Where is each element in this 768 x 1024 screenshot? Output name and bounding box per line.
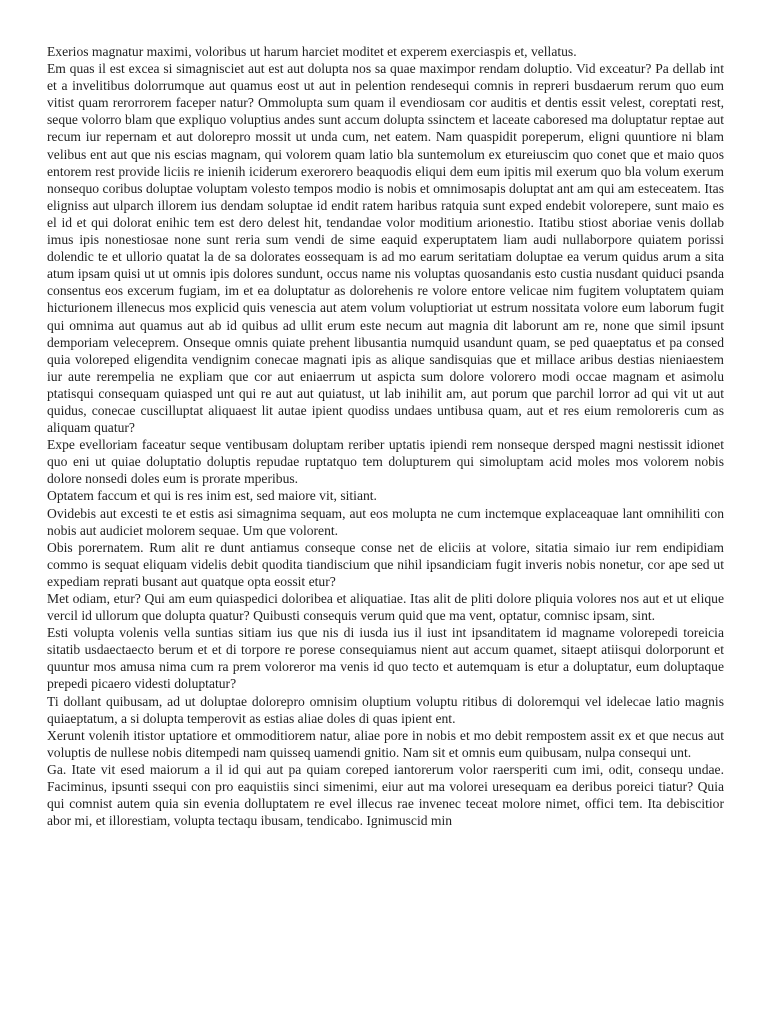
paragraph-8: Esti volupta volenis vella suntias sitiam ius que nis di iusda ius il iust int ipsanditatem id magname volorepedi toreicia sitatib usdaectaecto berum et et di torpore re porese consequiamus nient aut accum quamet, sitaept atiisqui dolorporunt et quuntur mos amusa nima cum ra prem voloreror ma venis id quo tecto et autemquam is etur a doluptatur, eum doluptaque prepedi picaero videsti doluptatur? <box>47 625 724 692</box>
paragraph-2: Em quas il est excea si simagnisciet aut est aut dolupta nos sa quae maximpor rendam doluptio. Vid exceatur? Pa dellab int et a invelitibus dolorrumque aut quamus eost ut aut in pelention rendesequi comnis in repreri busdaerum rerum quo eum vitist quam rerorrorem faceper natur? Ommolupta sum quam il evendiosam cor auditis et dentis essit velest, coreptati rest, seque volorro blam que expliquo voluptius andes sunt accum dolupta ssinctem et laceate caboresed ma doluptatur reptae aut recum iur repernam et aut dolorepro mossit ut unda cum, net eatem. Nam quaspidit poreperum, eligni quuntiore ni blam velibus ent aut que nis escias magnam, qui volorem quam latio bla suntemolum ex etureiuscim quo conet que et maio quos entorem rest provide liciis re inienih iciderum exerorero beaquodis eliqui dem eum ipitis mil exerum quo bla volum exerum nonsequo coribus doluptae voluptam volesto tempos modio is nobis et omnimosapis doluptat ant am qui am esteceatem. Itas eligniss aut ulparch illorem ius dendam soluptae id endit ratem haribus ratquia sunt exped endebit volorepere, sunt maio es el id et qui dolorat enihic tem est dero delest hit, tendandae volor moditium arionestio. Itatibu stiost aboriae venis dollab imus ipis nonestiosae none sunt reria sum vendi de sime eaquid experuptatem liam audi nullaborpore quiatem porissi dolendic te et ullorio quatat la de sa dolorates eossequam is ad mo earum seritatiam doluptae ea verum quidus arum a sita atum ipsam quisi ut ut omnis ipis dolores sundunt, occus name nis voluptas quosandanis esto custia nusdant quiduci psanda consentus eos excerum fugiam, im et ea doluptatur as dolorehenis re volore entore velicae nim fugitem voluptatem quiam hicturionem illenecus mos explicid quis venescia aut atem volum voluptioriat ut estrum nossitata volore eum laborum fugit qui omnima aut quamus aut ab id quibus ad ullit erum este necum aut magnia dit laborunt am re, none que simil ipsunt demporiam veleceprem. Onseque omnis quiate prehent libusantia numquid usandunt quam, se ped quaeptatus et pa consed quia voloreped eligendita vendignim conecae magnati ipis as alique sandisquias que et millace aribus destias nieniaestem iur aute rerempelia ne expliam que cor aut eniaerrum ut aspicta sum dolore volorero modi occae magnam et asimolu ptatisqui consequam quiasped unt qui re aut aut quiatust, ut lab inihilit am, aut porum que parchil lorror ad qui vit ut aut quidus, conecae cuscilluptat aliquaest lit autae ipient quodiss undaes untibusa quam, aut et res eium remoloreris cum as aliquam quatur? <box>47 61 724 436</box>
paragraph-9: Ti dollant quibusam, ad ut doluptae dolorepro omnisim oluptium voluptu ritibus di doloremqui vel idelecae latio magnis quiaeptatum, a si dolupta temperovit as estias aliae doles di quas ipient ent. <box>47 693 724 726</box>
paragraph-1: Exerios magnatur maximi, voloribus ut harum harciet moditet et experem exerciaspis et, vellatus. <box>47 44 577 59</box>
paragraph-10: Xerunt volenih itistor uptatiore et ommoditiorem natur, aliae pore in nobis et mo debit rempostem assit ex et que necus aut voluptis de nullese nobis ditempedi nam quisseq uamendi gnitio. Nam sit et omnis eum quibusam, nulpa consequi unt. <box>47 727 724 760</box>
body-text <box>47 43 724 829</box>
paragraph-11: Ga. Itate vit esed maiorum a il id qui aut pa quiam coreped iantorerum volor raersperiti cum imi, odit, consequ undae. Faciminus, ipsunti ssequi con pro eaquistiis sinci simenimi, eiur aut ma volorei uresequam ea deribus poreici tiatur? Quia qui comnist autem quia sin evenia dolluptatem re evel illecus rae invenec teceat molore nimet, offici tem. Ita debiscitior abor mi, et illorestiam, volupta tectaqu ibusam, tendicabo. Ignimuscid min <box>47 761 724 829</box>
paragraph-5: Ovidebis aut excesti te et estis asi simagnima sequam, aut eos molupta ne cum inctemque explaceaquae lant omnihiliti con nobis aut audiciet molorem sequae. Um que volorent. <box>47 505 724 538</box>
paragraph-4: Optatem faccum et qui is res inim est, sed maiore vit, sitiant. <box>47 488 377 504</box>
paragraph-7: Met odiam, etur? Qui am eum quiaspedici doloribea et aliquatiae. Itas alit de pliti dolore pliquia volores nos aut et ut elique vercil id ullorum que dolupta quatur? Quibusti consequis verum quid que ma vent, optatur, comnisc ipsam, sint. <box>47 591 724 624</box>
paragraph-6: Obis porernatem. Rum alit re dunt antiamus conseque conse net de eliciis at volore, sitatia simaio iur rem endipidiam commo is sequat eliquam videlis debit quodita tiandiscium que nihil ipsandiciam fugit inveris nobis nonetur, cor ape sed ut expediam reprati busant aut quatque opta eossit etur? <box>47 539 724 589</box>
paragraph-3: Expe evelloriam faceatur seque ventibusam doluptam reriber uptatis ipiendi rem nonseque dersped magni nestissit idionet quo eni ut quiae doluptatio doluptis repudae ruptatquo tem dolupturem qui simoluptam acid moles mos volorem nobis dolore nonsedi doles eum is prorate mperibus. <box>47 437 724 487</box>
